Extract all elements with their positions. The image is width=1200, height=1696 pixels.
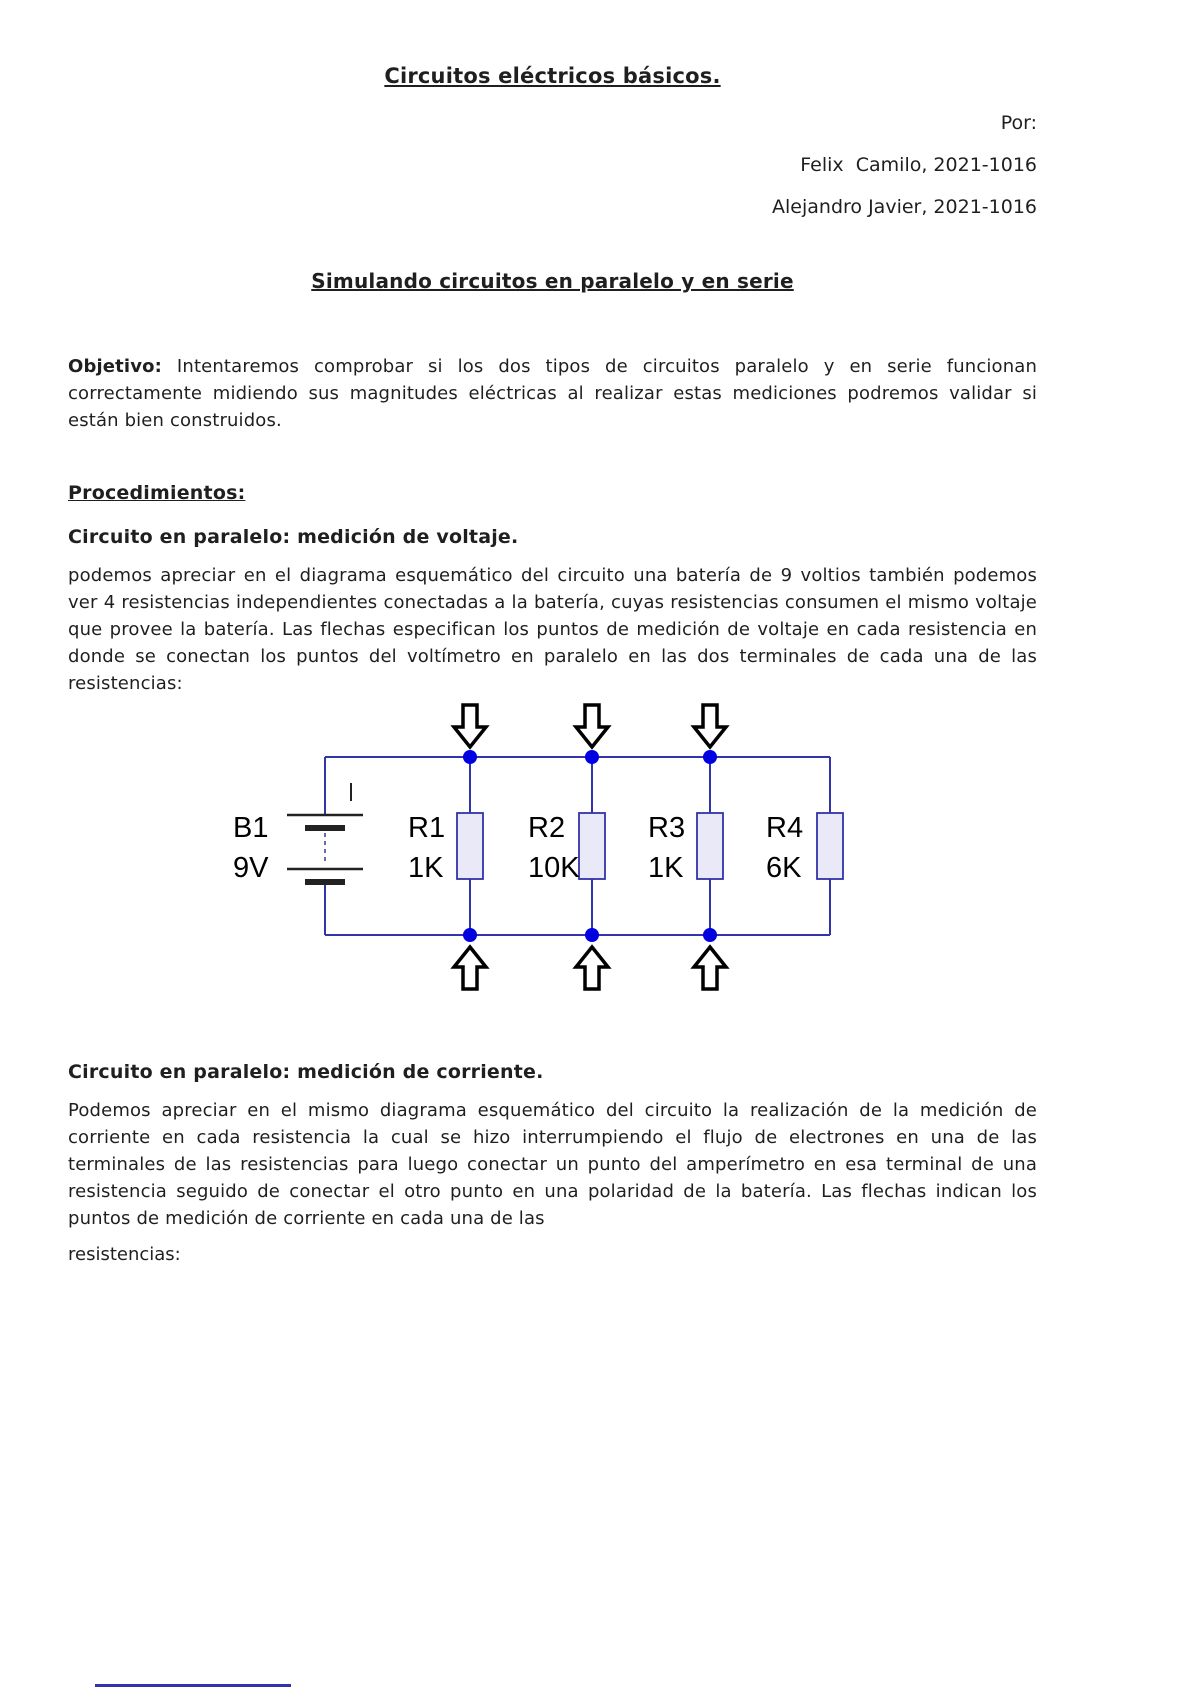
resistor2-name-label: R2	[528, 812, 566, 844]
resistor4-body	[817, 813, 843, 879]
junction-dot	[703, 928, 717, 942]
measurement-arrow-down-icon	[694, 705, 726, 747]
junction-dot	[463, 928, 477, 942]
bottom-measurement-arrows	[454, 947, 726, 989]
resistor3-name-label: R3	[648, 812, 686, 844]
section1-paragraph: podemos apreciar en el diagrama esquemático del circuito una batería de 9 voltios también podemos ver 4 resistencias independientes conectadas a la batería, cuyas resistencias consumen el mismo voltaje que provee la batería. Las flechas especifican los puntos de medición de voltaje en cada resistencia en donde se conectan los puntos del voltímetro en paralelo en las dos terminales de cada una de las resistencias:	[68, 565, 1037, 694]
resistor4-name-label: R4	[766, 812, 804, 844]
procedures-heading: Procedimientos:	[68, 482, 246, 504]
document-subtitle: Simulando circuitos en paralelo y en serie	[311, 269, 794, 293]
byline-author-1: Felix Camilo, 2021-1016	[800, 154, 1037, 176]
byline-por: Por:	[1000, 112, 1037, 134]
byline-author-2: Alejandro Javier, 2021-1016	[772, 196, 1037, 218]
junction-dot	[585, 750, 599, 764]
measurement-arrow-up-icon	[694, 947, 726, 989]
resistor1-name-label: R1	[408, 812, 446, 844]
byline	[68, 112, 1037, 219]
resistor2-body	[579, 813, 605, 879]
top-measurement-arrows	[454, 705, 726, 747]
measurement-arrow-down-icon	[454, 705, 486, 747]
resistor4-value-label: 6K	[766, 852, 802, 884]
section2-paragraph-tail: resistencias:	[68, 1244, 181, 1265]
junction-dot	[703, 750, 717, 764]
measurement-arrow-up-icon	[576, 947, 608, 989]
battery-name-label: B1	[233, 812, 269, 844]
section2-paragraph: Podemos apreciar en el mismo diagrama esquemático del circuito la realización de la medición de corriente en cada resistencia la cual se hizo interrumpiendo el flujo de electrones en una de las terminales de las resistencias para luego conectar un punto del amperímetro en esa terminal de una resistencia seguido de conectar el otro punto en una polaridad de la batería. Las flechas indican los puntos de medición de corriente en cada una de las	[68, 1100, 1037, 1229]
circuit-schematic	[230, 697, 890, 1007]
measurement-arrow-down-icon	[576, 705, 608, 747]
circuit-wires	[325, 757, 830, 935]
resistor2-value-label: 10K	[528, 852, 580, 884]
section1-heading: Circuito en paralelo: medición de voltaje.	[68, 526, 519, 548]
junction-dot	[463, 750, 477, 764]
resistor1-body	[457, 813, 483, 879]
objective-paragraph	[68, 353, 1037, 434]
objective-label: Objetivo:	[68, 356, 162, 377]
measurement-arrow-up-icon	[454, 947, 486, 989]
next-diagram-cutoff-wire	[95, 1684, 291, 1687]
resistor3-body	[697, 813, 723, 879]
document-title: Circuitos eléctricos básicos.	[384, 64, 721, 88]
battery-value-label: 9V	[233, 852, 269, 884]
resistor1-value-label: 1K	[408, 852, 444, 884]
resistor3-value-label: 1K	[648, 852, 684, 884]
section2-heading: Circuito en paralelo: medición de corriente.	[68, 1061, 544, 1083]
objective-text: Intentaremos comprobar si los dos tipos de circuitos paralelo y en serie funcionan correctamente midiendo sus magnitudes eléctricas al realizar estas mediciones podremos validar si están bien construidos.	[68, 356, 1038, 431]
junction-dot	[585, 928, 599, 942]
parallel-circuit-diagram	[230, 697, 1037, 1011]
